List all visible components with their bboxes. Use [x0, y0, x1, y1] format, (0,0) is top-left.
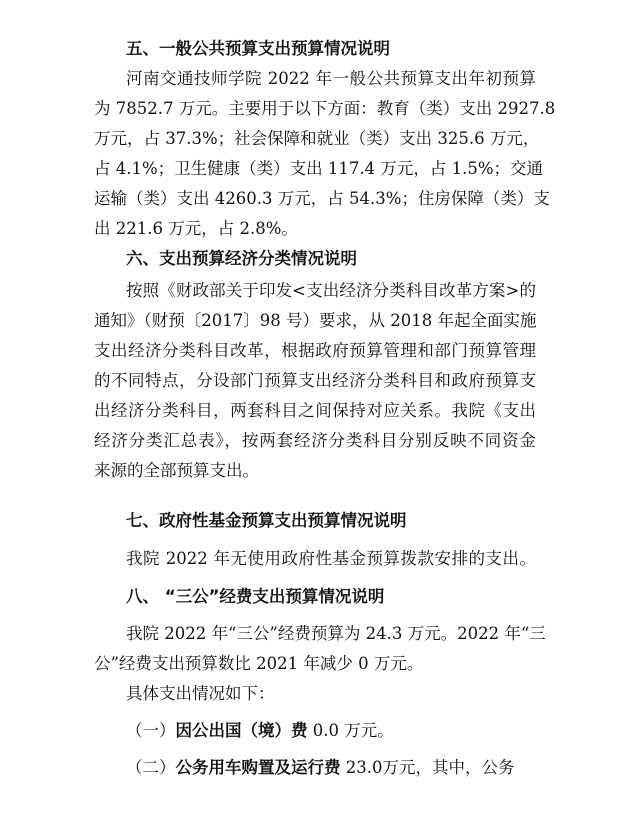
- section-7-heading: 七、政府性基金预算支出预算情况说明: [126, 511, 407, 530]
- expense-item-vehicles: [126, 756, 514, 780]
- section-6-line: 来源的全部预算支出。: [94, 461, 259, 480]
- section-8-line: 具体支出情况如下：: [126, 684, 275, 703]
- expense-item-overseas: [126, 719, 394, 743]
- section-8-line: 我院 2022 年“三公”经费预算为 24.3 万元。2022 年“三: [126, 624, 546, 643]
- section-8-heading: 八、 “三公”经费支出预算情况说明: [126, 587, 385, 606]
- section-7-line: 我院 2022 年无使用政府性基金预算拨款安排的支出。: [126, 549, 536, 568]
- section-5-line: 占 4.1%；卫生健康（类）支出 117.4 万元，占 1.5%；交通: [94, 159, 544, 178]
- section-6-line: 支出经济分类科目改革，根据政府预算管理和部门预算管理: [94, 341, 536, 360]
- section-5-line: 出 221.6 万元，占 2.8%。: [94, 219, 298, 238]
- item-prefix: （一）: [126, 721, 176, 740]
- section-5-line: 万元，占 37.3%；社会保障和就业（类）支出 325.6 万元，: [94, 129, 540, 148]
- section-6-line: 通知》（财预〔2017〕98 号）要求，从 2018 年起全面实施: [94, 311, 537, 330]
- section-6-heading: 六、支出预算经济分类情况说明: [126, 249, 357, 268]
- item-value: 0.0 万元。: [307, 721, 394, 740]
- section-5-heading: 五、一般公共预算支出预算情况说明: [126, 39, 390, 58]
- section-6-line: 的不同特点，分设部门预算支出经济分类科目和政府预算支: [94, 371, 536, 390]
- section-6-line: 按照《财政部关于印发<支出经济分类科目改革方案>的: [126, 281, 536, 300]
- section-6-line: 出经济分类科目，两套科目之间保持对应关系。我院《支出: [94, 401, 536, 420]
- section-5-line: 为 7852.7 万元。主要用于以下方面：教育（类）支出 2927.8: [94, 99, 556, 118]
- section-6-line: 经济分类汇总表》，按两套经济分类科目分别反映不同资金: [94, 431, 536, 450]
- section-5-line: 运输（类）支出 4260.3 万元，占 54.3%；住房保障（类）支: [94, 189, 550, 208]
- item-label: 因公出国（境）费: [175, 721, 308, 740]
- section-5-line: 河南交通技师学院 2022 年一般公共预算支出年初预算: [126, 69, 536, 88]
- item-label: 公务用车购置及运行费: [175, 758, 341, 777]
- item-prefix: （二）: [126, 758, 176, 777]
- item-value: 23.0万元，其中，公务: [340, 758, 515, 777]
- section-8-line: 公”经费支出预算数比 2021 年减少 0 万元。: [94, 654, 424, 673]
